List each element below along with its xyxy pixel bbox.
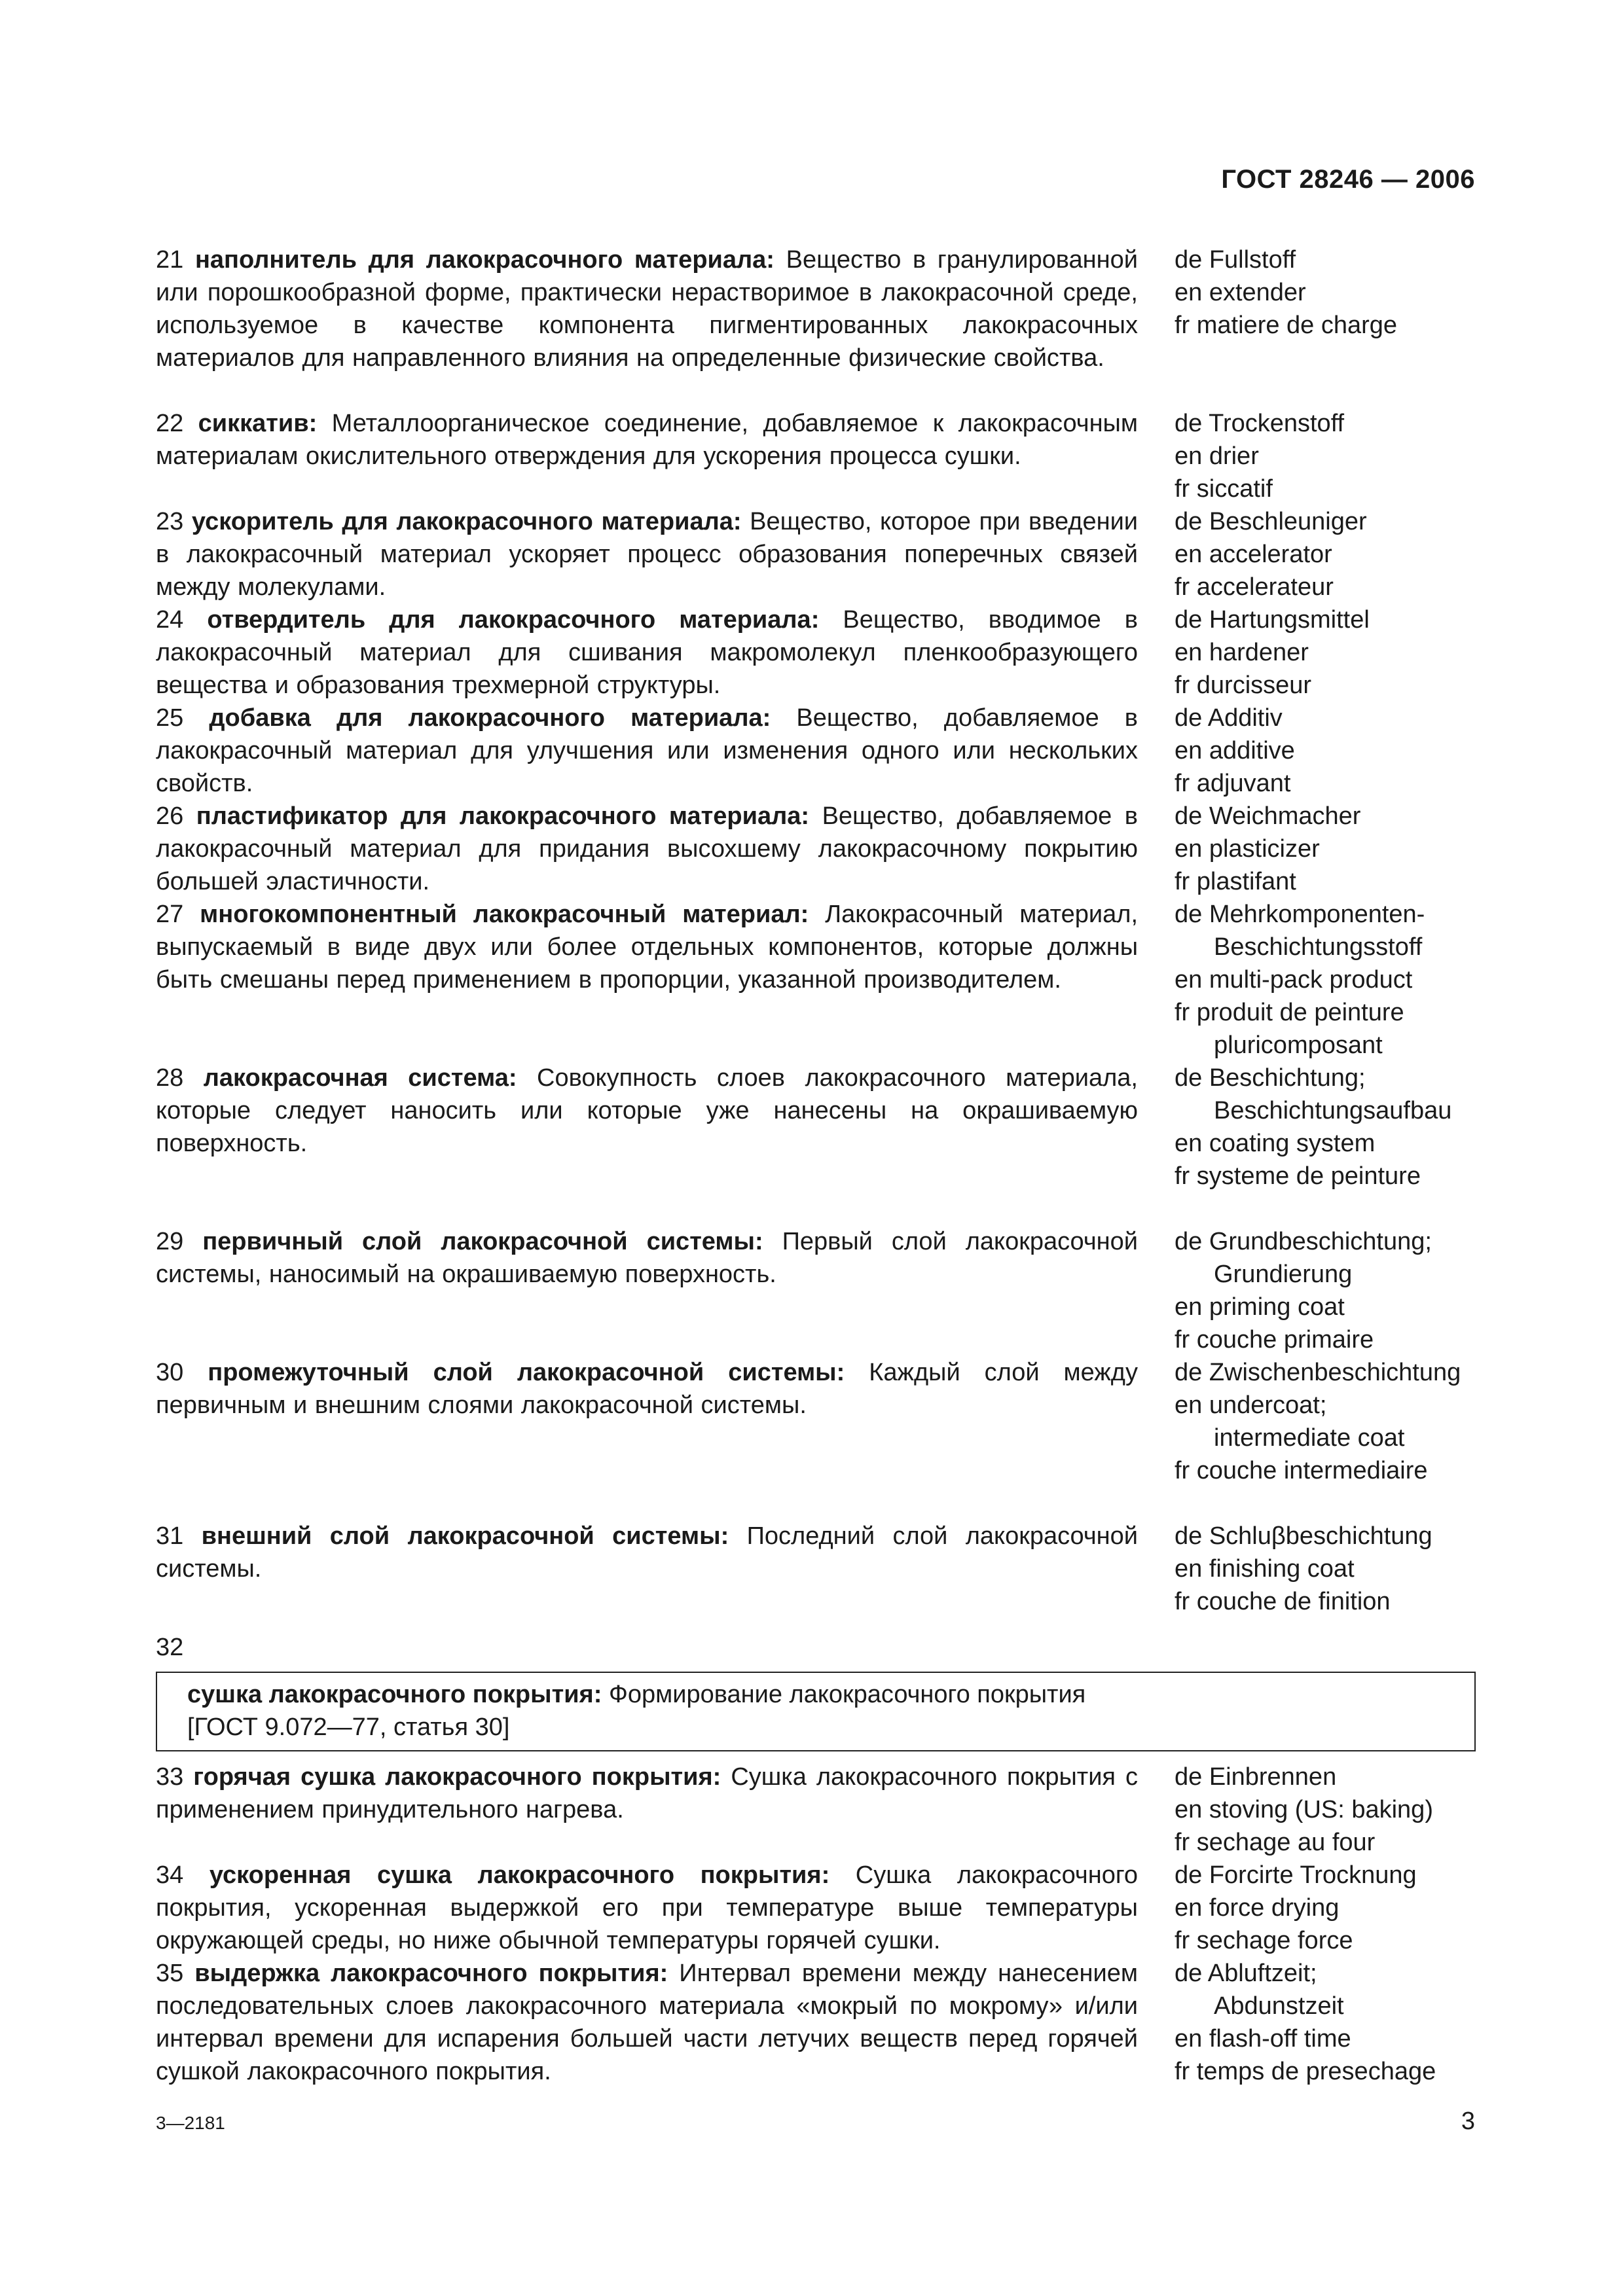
- foreign-equivalents: de Grundbeschichtung; Grundierung en priming coat fr couche primaire: [1175, 1228, 1432, 1354]
- term-entry-27: [156, 898, 1476, 1062]
- term-title: выдержка лакокрасочного покрытия:: [194, 1960, 668, 1987]
- foreign-equivalents: de Beschleuniger en accelerator fr accelerateur: [1175, 508, 1367, 601]
- foreign-equivalents: de Schluβbeschichtung en finishing coat fr couche de finition: [1175, 1522, 1432, 1615]
- term-definition: Вещество, которое при введении в лакокрасочный материал ускоряет процесс образования поперечных связей между молекулами.: [156, 508, 1139, 601]
- foreign-equivalents: de Mehrkomponenten- Beschichtungsstoff en multi-pack product fr produit de peinture pluricomposant: [1175, 901, 1425, 1059]
- term-title: промежуточный слой лакокрасочной системы:: [208, 1359, 845, 1386]
- foreign-equivalents: de Forcirte Trocknung en force drying fr sechage force: [1175, 1861, 1417, 1954]
- foreign-equivalents: de Trockenstoff en drier fr siccatif: [1175, 410, 1345, 503]
- term-definition: Интервал времени между нанесением последовательных слоев лакокрасочного материала «мокрый по мокрому» и/или интервал времени для испарения большей части летучих веществ перед горячей сушкой лакокрасочного покрытия.: [156, 1960, 1139, 2085]
- term-definition: Металлоорганическое соединение, добавляемое к лакокрасочным материалам окислительного отверждения для ускорения процесса сушки.: [156, 410, 1138, 470]
- term-title: пластификатор для лакокрасочного материала:: [196, 802, 810, 830]
- russian-definition: 21 наполнитель для лакокрасочного материала: Вещество в гранулированной или порошкообразной форме, практически нерастворимое в лакокрасочной среде, используемое в качестве компонента пигментированных лакокрасочных материалов для направленного влияния на определенные физические свойства.: [156, 246, 1139, 372]
- term-entry-30: [156, 1356, 1476, 1520]
- term-title: ускоренная сушка лакокрасочного покрытия:: [209, 1861, 830, 1889]
- term-entry-34: [156, 1859, 1476, 1957]
- term-entry-24: [156, 603, 1476, 702]
- russian-definition: 25 добавка для лакокрасочного материала: Вещество, добавляемое в лакокрасочный материал для улучшения или изменения одного или нескольких свойств.: [156, 704, 1138, 797]
- russian-definition: 29 первичный слой лакокрасочной системы: Первый слой лакокрасочной системы, наносимый на окрашиваемую поверхность.: [156, 1228, 1138, 1288]
- term-definition: Формирование лакокрасочного покрытия: [608, 1681, 1086, 1708]
- russian-definition: 24 отвердитель для лакокрасочного материала: Вещество, вводимое в лакокрасочный материал для сшивания макромолекул пленкообразующего вещества и образования трехмерной структуры.: [156, 606, 1138, 699]
- russian-definition: 35 выдержка лакокрасочного покрытия: Интервал времени между нанесением последовательных слоев лакокрасочного материала «мокрый по мокрому» и/или интервал времени для испарения большей части летучих веществ перед горячей сушкой лакокрасочного покрытия.: [156, 1960, 1139, 2085]
- term-definition: Вещество, добавляемое в лакокрасочный материал для придания высохшему лакокрасочному покрытию большей эластичности.: [156, 802, 1138, 895]
- foreign-equivalents: de Hartungsmittel en hardener fr durcisseur: [1175, 606, 1370, 699]
- russian-definition: 27 многокомпонентный лакокрасочный материал: Лакокрасочный материал, выпускаемый в виде двух или более отдельных компонентов, которые должны быть смешаны перед применением в пропорции, указанной производителем.: [156, 901, 1138, 994]
- term-entry-23: [156, 505, 1476, 603]
- term-title: ускоритель для лакокрасочного материала:: [191, 508, 742, 535]
- print-code: 3—2181: [156, 2113, 225, 2133]
- term-entry-21: [156, 243, 1476, 407]
- term-definition: Каждый слой между первичным и внешним слоями лакокрасочной системы.: [156, 1359, 1138, 1419]
- foreign-equivalents: de Weichmacher en plasticizer fr plastifant: [1175, 802, 1361, 895]
- term-title: внешний слой лакокрасочной системы:: [201, 1522, 729, 1550]
- foreign-equivalents: de Fullstoff en extender fr matiere de charge: [1175, 246, 1398, 339]
- foreign-equivalents: de Additiv en additive fr adjuvant: [1175, 704, 1295, 797]
- foreign-equivalents: de Beschichtung; Beschichtungsaufbau en coating system fr systeme de peinture: [1175, 1064, 1452, 1190]
- foreign-equivalents: de Abluftzeit; Abdunstzeit en flash-off time fr temps de presechage: [1175, 1960, 1436, 2085]
- terms-content: [156, 243, 1476, 2088]
- term-definition: Вещество, вводимое в лакокрасочный материал для сшивания макромолекул пленкообразующего вещества и образования трехмерной структуры.: [156, 606, 1138, 699]
- russian-definition: 30 промежуточный слой лакокрасочной системы: Каждый слой между первичным и внешним слоями лакокрасочной системы.: [156, 1359, 1138, 1419]
- term-title: первичный слой лакокрасочной системы:: [202, 1228, 763, 1255]
- term-definition: Лакокрасочный материал, выпускаемый в виде двух или более отдельных компонентов, которые должны быть смешаны перед применением в пропорции, указанной производителем.: [156, 901, 1138, 994]
- term-entry-28: [156, 1062, 1476, 1225]
- russian-definition: 28 лакокрасочная система: Совокупность слоев лакокрасочного материала, которые следует наносить или которые уже нанесены на окрашиваемую поверхность.: [156, 1064, 1138, 1157]
- term-entry-22: [156, 407, 1476, 505]
- term-title: наполнитель для лакокрасочного материала:: [194, 246, 775, 274]
- term-entry-25: [156, 702, 1476, 800]
- russian-definition: 34 ускоренная сушка лакокрасочного покрытия: Сушка лакокрасочного покрытия, ускоренная выдержкой его при температуре выше температуры окружающей среды, но ниже обычной температуры горячей сушки.: [156, 1861, 1139, 1954]
- foreign-equivalents: de Einbrennen en stoving (US: baking) fr sechage au four: [1175, 1763, 1433, 1856]
- document-header: ГОСТ 28246 — 2006: [1221, 165, 1475, 194]
- term-definition: Первый слой лакокрасочной системы, наносимый на окрашиваемую поверхность.: [156, 1228, 1138, 1288]
- foreign-equivalents: de Zwischenbeschichtung en undercoat; intermediate coat fr couche intermediaire: [1175, 1359, 1461, 1484]
- term-title: многокомпонентный лакокрасочный материал:: [200, 901, 809, 928]
- russian-definition: 31 внешний слой лакокрасочной системы: Последний слой лакокрасочной системы.: [156, 1522, 1139, 1583]
- term-definition: Вещество в гранулированной или порошкообразной форме, практически нерастворимое в лакокрасочной среде, используемое в качестве компонента пигментированных лакокрасочных материалов для направленного влияния на определенные физические свойства.: [156, 246, 1139, 372]
- term-definition: Вещество, добавляемое в лакокрасочный материал для улучшения или изменения одного или нескольких свойств.: [156, 704, 1138, 797]
- term-entry-26: [156, 800, 1476, 898]
- term-definition: Последний слой лакокрасочной системы.: [156, 1522, 1139, 1583]
- term-entry-35: [156, 1957, 1476, 2088]
- russian-definition: 23 ускоритель для лакокрасочного материала: Вещество, которое при введении в лакокрасочный материал ускоряет процесс образования поперечных связей между молекулами.: [156, 508, 1139, 601]
- term-title: лакокрасочная система:: [203, 1064, 517, 1092]
- reference-box: [156, 1672, 1476, 1751]
- russian-definition: 33 горячая сушка лакокрасочного покрытия: Сушка лакокрасочного покрытия с применением принудительного нагрева.: [156, 1763, 1139, 1823]
- russian-definition: 22 сиккатив: Металлоорганическое соединение, добавляемое к лакокрасочным материалам окислительного отверждения для ускорения процесса сушки.: [156, 410, 1138, 470]
- russian-definition: 26 пластификатор для лакокрасочного материала: Вещество, добавляемое в лакокрасочный материал для придания высохшему лакокрасочному покрытию большей эластичности.: [156, 802, 1138, 895]
- term-title: сиккатив:: [198, 410, 318, 437]
- term-title: горячая сушка лакокрасочного покрытия:: [193, 1763, 721, 1791]
- term-title: отвердитель для лакокрасочного материала:: [207, 606, 820, 634]
- term-definition: Сушка лакокрасочного покрытия, ускоренная выдержкой его при температуре выше температуры окружающей среды, но ниже обычной температуры горячей сушки.: [156, 1861, 1139, 1954]
- term-title: добавка для лакокрасочного материала:: [209, 704, 771, 732]
- term-number-32: 32: [156, 1634, 184, 1661]
- term-definition: Совокупность слоев лакокрасочного материала, которые следует наносить или которые уже нанесены на окрашиваемую поверхность.: [156, 1064, 1138, 1157]
- term-title: сушка лакокрасочного покрытия:: [187, 1681, 602, 1708]
- term-entry-31: [156, 1520, 1476, 1618]
- standard-reference: [ГОСТ 9.072—77, статья 30]: [187, 1713, 510, 1741]
- term-entry-33: [156, 1761, 1476, 1859]
- term-entry-29: [156, 1225, 1476, 1356]
- term-definition: Сушка лакокрасочного покрытия с применением принудительного нагрева.: [156, 1763, 1139, 1823]
- page-number: 3: [1461, 2108, 1475, 2135]
